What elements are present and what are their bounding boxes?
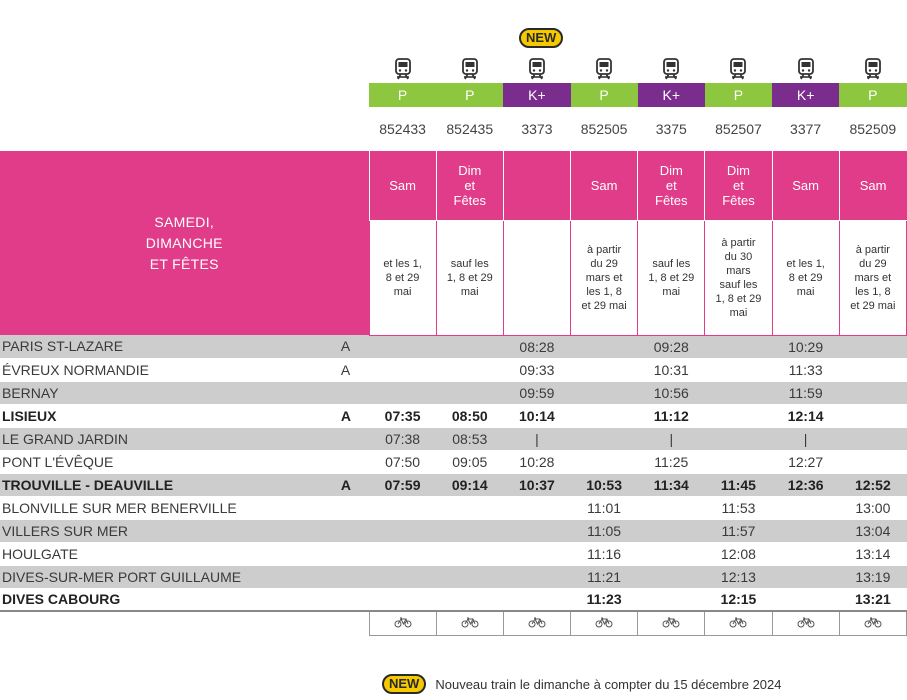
day-header — [705, 151, 772, 220]
day-line: Fêtes — [722, 192, 755, 208]
note-line: mars et — [585, 271, 623, 284]
train-icon — [394, 58, 412, 80]
departure-time — [369, 542, 436, 565]
departure-time: 11:57 — [705, 519, 772, 542]
title-line: ET FÊTES — [149, 255, 219, 272]
day-header — [772, 151, 839, 220]
departure-time — [839, 450, 906, 473]
validity-note — [369, 220, 436, 335]
note-line: 8 et 29 — [385, 271, 420, 284]
departure-time: 11:34 — [638, 473, 705, 496]
bicycle-icon — [461, 615, 479, 626]
station-name: LISIEUX — [0, 404, 339, 427]
station-name: HOULGATE — [0, 542, 339, 565]
station-name: BERNAY — [0, 381, 339, 404]
departure-time — [436, 519, 503, 542]
departure-time: 08:28 — [503, 335, 570, 358]
day-header — [638, 151, 705, 220]
departure-time — [436, 496, 503, 519]
operator-label: P — [571, 83, 638, 107]
departure-time — [436, 588, 503, 611]
station-row — [0, 542, 907, 565]
departure-time — [638, 496, 705, 519]
departure-time: 09:14 — [436, 473, 503, 496]
station-name: VILLERS SUR MER — [0, 519, 339, 542]
station-ref — [339, 565, 369, 588]
station-row — [0, 404, 907, 427]
train-number: 852433 — [379, 121, 426, 137]
day-header — [436, 151, 503, 220]
departure-time: 11:53 — [705, 496, 772, 519]
departure-time: 07:50 — [369, 450, 436, 473]
train-number: 852507 — [715, 121, 762, 137]
note-line: mai — [729, 306, 748, 319]
departure-time — [772, 519, 839, 542]
departure-time — [705, 358, 772, 381]
departure-time: 12:52 — [839, 473, 906, 496]
station-ref — [339, 450, 369, 473]
departure-time: 11:25 — [638, 450, 705, 473]
departure-time — [772, 588, 839, 611]
note-line: mai — [662, 285, 681, 298]
departure-time: 13:19 — [839, 565, 906, 588]
bicycle-icon — [595, 615, 613, 626]
departure-time: 13:21 — [839, 588, 906, 611]
new-train-badge: NEW — [519, 28, 563, 48]
station-ref — [339, 542, 369, 565]
day-line: Fêtes — [453, 192, 487, 208]
bicycle-icon — [864, 615, 882, 626]
station-row — [0, 450, 907, 473]
day-line: et — [665, 177, 677, 193]
note-line: mai — [796, 285, 815, 298]
validity-note — [638, 220, 705, 335]
departure-time — [369, 358, 436, 381]
note-line: mars — [726, 264, 751, 277]
note-line: à partir — [586, 243, 622, 256]
station-ref — [339, 381, 369, 404]
day-line: Sam — [590, 177, 618, 193]
note-line: sauf les — [652, 257, 691, 270]
operator-label: K+ — [638, 83, 705, 107]
departure-time — [571, 404, 638, 427]
departure-time: | — [772, 427, 839, 450]
departure-time: 12:08 — [705, 542, 772, 565]
station-name: PONT L'ÉVÊQUE — [0, 450, 339, 473]
departure-time — [638, 588, 705, 611]
departure-time: 11:23 — [571, 588, 638, 611]
departure-time: 10:31 — [638, 358, 705, 381]
day-header — [503, 151, 570, 220]
departure-time: 10:53 — [571, 473, 638, 496]
note-line: les 1, 8 — [855, 285, 891, 298]
departure-time: 07:38 — [369, 427, 436, 450]
departure-time — [638, 565, 705, 588]
departure-time — [839, 358, 906, 381]
note-line: à partir — [721, 236, 756, 249]
train-icon — [729, 58, 747, 80]
departure-time: 11:33 — [772, 358, 839, 381]
legend-new-badge: NEW — [382, 674, 426, 694]
bicycle-icon — [662, 615, 680, 626]
note-line: 1, 8 et 29 — [715, 292, 762, 305]
departure-time: 08:50 — [436, 404, 503, 427]
departure-time: 09:28 — [638, 335, 705, 358]
departure-time — [571, 450, 638, 473]
station-name: TROUVILLE - DEAUVILLE — [0, 473, 339, 496]
train-icon — [864, 58, 882, 80]
day-line: Dim — [458, 162, 482, 178]
note-line: et 29 mai — [581, 299, 627, 312]
departure-time — [705, 427, 772, 450]
validity-note — [772, 220, 839, 335]
departure-time — [705, 335, 772, 358]
station-ref: A — [339, 473, 369, 496]
note-line: et 29 mai — [850, 299, 896, 312]
departure-time: 12:27 — [772, 450, 839, 473]
departure-time — [839, 404, 906, 427]
note-line: mai — [393, 285, 412, 298]
operator-label: K+ — [503, 83, 570, 107]
departure-time — [705, 450, 772, 473]
departure-time: 09:33 — [503, 358, 570, 381]
bicycle-icon — [528, 615, 546, 626]
departure-time — [503, 519, 570, 542]
station-name: BLONVILLE SUR MER BENERVILLE — [0, 496, 339, 519]
note-line: mai — [460, 285, 479, 298]
departure-time — [369, 588, 436, 611]
train-number-row — [0, 107, 907, 151]
validity-note — [571, 220, 638, 335]
departure-time — [839, 335, 906, 358]
note-line: du 30 — [724, 250, 753, 263]
day-line: Sam — [859, 177, 887, 193]
departure-time: 11:01 — [571, 496, 638, 519]
departure-time: 10:56 — [638, 381, 705, 404]
departure-time: 09:05 — [436, 450, 503, 473]
note-line: 1, 8 et 29 — [648, 271, 695, 284]
departure-time: 07:59 — [369, 473, 436, 496]
departure-time: 11:45 — [705, 473, 772, 496]
station-name: ÉVREUX NORMANDIE — [0, 358, 339, 381]
departure-time — [571, 427, 638, 450]
note-line: et les 1, — [786, 257, 825, 270]
train-number: 852505 — [580, 121, 628, 137]
departure-time — [436, 542, 503, 565]
note-line: à partir — [855, 243, 890, 256]
departure-time: 11:05 — [571, 519, 638, 542]
station-ref: A — [339, 358, 369, 381]
note-line: 1, 8 et 29 — [446, 271, 493, 284]
departure-time: 09:59 — [503, 381, 570, 404]
departure-time: 11:12 — [638, 404, 705, 427]
train-number: 3375 — [655, 121, 687, 137]
station-ref — [339, 496, 369, 519]
departure-time — [571, 381, 638, 404]
departure-time — [369, 381, 436, 404]
station-ref — [339, 427, 369, 450]
operator-label: P — [436, 83, 503, 107]
departure-time: 12:15 — [705, 588, 772, 611]
bicycle-icon — [797, 615, 815, 626]
station-ref — [339, 588, 369, 611]
departure-time — [772, 542, 839, 565]
station-row — [0, 588, 907, 611]
operator-row — [0, 83, 907, 107]
days-row — [0, 151, 907, 220]
validity-note — [839, 220, 906, 335]
title-line: SAMEDI, — [154, 213, 215, 230]
departure-time: 10:14 — [503, 404, 570, 427]
legend-text: Nouveau train le dimanche à compter du 15 décembre 2024 — [435, 676, 782, 692]
departure-time — [705, 404, 772, 427]
station-row — [0, 335, 907, 358]
departure-time: | — [503, 427, 570, 450]
departure-time — [839, 427, 906, 450]
day-line: Fêtes — [655, 192, 688, 208]
station-row — [0, 381, 907, 404]
departure-time: 12:14 — [772, 404, 839, 427]
departure-time: 11:21 — [571, 565, 638, 588]
station-name: LE GRAND JARDIN — [0, 427, 339, 450]
legend — [382, 673, 782, 695]
departure-time: 08:53 — [436, 427, 503, 450]
station-row — [0, 565, 907, 588]
departure-time: 07:35 — [369, 404, 436, 427]
departure-time: 11:16 — [571, 542, 638, 565]
title-line: DIMANCHE — [145, 234, 223, 251]
train-icon — [528, 58, 546, 80]
departure-time: 11:59 — [772, 381, 839, 404]
departure-time: 13:00 — [839, 496, 906, 519]
validity-note — [436, 220, 503, 335]
station-row — [0, 519, 907, 542]
departure-time: 12:36 — [772, 473, 839, 496]
departure-time: 13:14 — [839, 542, 906, 565]
departure-time — [436, 565, 503, 588]
departure-time: 10:28 — [503, 450, 570, 473]
departure-time — [369, 519, 436, 542]
note-line: sauf les — [719, 278, 758, 291]
operator-label: P — [369, 83, 436, 107]
note-line: du 29 — [859, 257, 887, 270]
train-icon-row — [0, 53, 907, 83]
departure-time: | — [638, 427, 705, 450]
train-number: 852509 — [849, 121, 897, 137]
day-header — [839, 151, 906, 220]
departure-time: 12:13 — [705, 565, 772, 588]
bicycle-icon — [729, 615, 747, 626]
note-line: sauf les — [450, 257, 489, 270]
departure-time — [503, 542, 570, 565]
departure-time — [369, 565, 436, 588]
note-line: 8 et 29 — [788, 271, 823, 284]
bicycle-icon — [394, 615, 412, 626]
departure-time: 10:37 — [503, 473, 570, 496]
station-name: DIVES-SUR-MER PORT GUILLAUME — [0, 565, 339, 588]
operator-label: P — [705, 83, 772, 107]
train-icon — [461, 58, 479, 80]
departure-time — [772, 565, 839, 588]
day-header — [571, 151, 638, 220]
day-line: Sam — [792, 177, 819, 193]
note-line: du 29 — [590, 257, 618, 270]
departure-time — [503, 588, 570, 611]
departure-time — [503, 565, 570, 588]
station-row — [0, 473, 907, 496]
train-icon — [662, 58, 680, 80]
day-line: Dim — [726, 162, 750, 178]
note-line: les 1, 8 — [586, 285, 622, 298]
departure-time — [638, 542, 705, 565]
train-icon — [595, 58, 613, 80]
station-ref — [339, 519, 369, 542]
bicycle-row — [0, 611, 907, 635]
departure-time: 13:04 — [839, 519, 906, 542]
station-ref: A — [339, 335, 369, 358]
note-line: mars et — [854, 271, 892, 284]
operator-label: K+ — [772, 83, 839, 107]
station-name: DIVES CABOURG — [0, 588, 339, 611]
train-number: 3373 — [521, 121, 553, 137]
departure-time — [436, 381, 503, 404]
day-line: Dim — [659, 162, 683, 178]
validity-note — [503, 220, 570, 335]
departure-time — [436, 358, 503, 381]
station-row — [0, 358, 907, 381]
train-number: 852435 — [446, 121, 494, 137]
departure-time — [571, 335, 638, 358]
departure-time — [436, 335, 503, 358]
departure-time — [638, 519, 705, 542]
day-line: et — [464, 177, 476, 193]
day-line: Sam — [389, 177, 416, 193]
note-line: et les 1, — [383, 257, 422, 270]
departure-time — [705, 381, 772, 404]
departure-time — [571, 358, 638, 381]
departure-time: 10:29 — [772, 335, 839, 358]
day-line: et — [733, 177, 744, 193]
departure-time — [369, 496, 436, 519]
station-row — [0, 496, 907, 519]
departure-time — [369, 335, 436, 358]
station-row — [0, 427, 907, 450]
train-number: 3377 — [790, 121, 822, 137]
departure-time — [839, 381, 906, 404]
day-header — [369, 151, 436, 220]
train-icon — [797, 58, 815, 80]
station-name: PARIS ST-LAZARE — [0, 335, 339, 358]
operator-label: P — [839, 83, 906, 107]
timetable-title — [0, 151, 369, 335]
station-ref: A — [339, 404, 369, 427]
timetable — [0, 53, 907, 636]
departure-time — [503, 496, 570, 519]
validity-note — [705, 220, 772, 335]
departure-time — [772, 496, 839, 519]
